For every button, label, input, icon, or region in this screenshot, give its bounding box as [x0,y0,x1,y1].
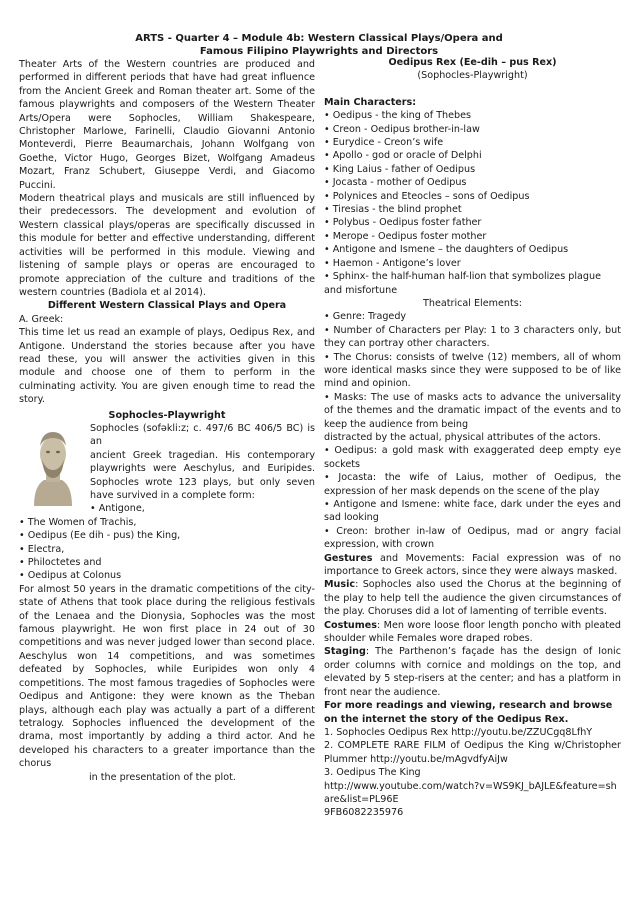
character-item: • Creon - Oedipus brother-in-law [324,123,621,136]
element-item: • The Chorus: consists of twelve (12) members, all of whom wore identical masks since they were supposed to be of like mind and opinion. [324,351,621,391]
costumes-text: : Men wore loose floor length poncho with pleated shoulder while Females wore draped robes. [324,619,621,645]
sophocles-intro: Sophocles (sofəkli:z; c. 497/6 BC 406/5 BC) is an [90,422,315,448]
element-item: • Masks: The use of masks acts to advance the universality of the themes and the dramatic impact of the events and to keep the audience from being [324,391,621,431]
gestures-label: Gestures [324,552,373,564]
link-item: 3. Oedipus The King [324,767,421,779]
character-item: • Apollo - god or oracle of Delphi [324,149,621,162]
character-item: • King Laius - father of Oedipus [324,163,621,176]
element-item: • Genre: Tragedy [324,310,621,323]
competition-paragraph-end: in the presentation of the plot. [89,771,236,783]
play-item: • Oedipus (Ee dih - pus) the King, [19,529,315,542]
character-item: • Polynices and Eteocles – sons of Oedipus [324,190,621,203]
character-item: • Eurydice - Creon’s wife [324,136,621,149]
link-item[interactable]: 9FB6082235976 [324,807,404,819]
gestures-paragraph [324,552,621,579]
sophocles-bust-image [24,424,82,506]
music-label: Music [324,579,356,591]
element-item: • Antigone and Ismene: white face, dark under the eyes and sad looking [324,498,621,525]
staging-text: : The Parthenon’s façade has the design of Ionic order columns with cornice and moldings on the top, and elevated by 5 step-risers at the center; and has a platform in front near the audience. [324,646,621,698]
element-item: • Creon: brother in-law of Oedipus, mad or angry facial expression, with crown [324,525,621,552]
reading-instructions: This time let us read an example of plays, Oedipus Rex, and Antigone. Understand the stories because after you have read these, you will answer the activities given in this module and choose one of them to perform in the culminating activity. You are given enough time to read the story. [19,327,315,406]
link-item[interactable]: http://www.youtube.com/watch?v=WS9KJ_bAJLE&feature=share&list=PL96E [324,780,617,805]
more-readings-heading: For more readings and viewing, research and browse on the internet the story of the Oedipus Rex. [324,700,613,725]
costumes-label: Costumes [324,619,377,631]
character-item: • Oedipus - the king of Thebes [324,109,621,122]
intro-paragraph-1: Theater Arts of the Western countries are produced and performed in different periods that have had great influence from the Ancient Greek and Roman theater art. Some of the famous playwrights and composers of the Western Theater Arts/Opera were Sophocles, William Shakespeare, Christopher Marlowe, Farinelli, Claudio Giovanni Antonio Monteverdi, Pierre Beaumarchais, Johann Wolfgang von Goethe, Victor Hugo, Georges Bizet, Wolfgang Amadeus Mozart, Franz Schubert, Giuseppe Verdi, and Giacomo Puccini. [19,59,315,191]
character-item: • Tiresias - the blind prophet [324,203,621,216]
oedipus-subheading: (Sophocles-Playwright) [417,70,528,82]
page-title [0,32,638,58]
sophocles-block [19,422,315,516]
music-paragraph [324,578,621,618]
music-text: : Sophocles also used the Chorus at the beginning of the play to help tell the audience the given circumstances of the play. Choruses did a lot of lamenting of terrible events. [324,579,621,618]
character-item: • Merope - Oedipus foster mother [324,230,621,243]
competition-paragraph: For almost 50 years in the dramatic competitions of the city-state of Athens that took place during the religious festivals of the Lenaea and the Dionysia, Sophocles was the most famous playwright. He won first place in 24 out of 30 competitions and was never judged lower than second place. Aeschylus won 14 competitions, and was sometimes defeated by Sophocles, while Euripides won only 4 competitions. The most famous tragedies of Sophocles were Oedipus and Antigone: they were known as the Theban plays, although each play was actually a part of a different tetralogy. Sophocles influenced the development of the drama, most importantly by adding a third actor. And he developed his characters to a greater importance than the chorus [19,583,315,770]
title-line-1: ARTS - Quarter 4 – Module 4b: Western Classical Plays/Opera and [135,33,503,44]
character-item: • Polybus - Oedipus foster father [324,216,621,229]
section-heading-western-plays: Different Western Classical Plays and Opera [47,300,287,312]
title-line-2: Famous Filipino Playwrights and Directors [199,46,439,57]
character-item: • Haemon - Antigone’s lover [324,257,621,270]
greek-label: A. Greek: [19,313,64,325]
element-item: • Jocasta: the wife of Laius, mother of Oedipus, the expression of her mask depends on the scene of the play [324,471,621,498]
intro-paragraph-2: Modern theatrical plays and musicals are still influenced by their predecessors. The development and evolution of Western classical plays/operas are specifically discussed in this module for better and effective understanding, different activities will be performed in this module. Viewing and listening of sample plays or operas are encouraged to promote appreciation of the culture and traditions of the western countries (Badiola et al 2014). [19,193,315,298]
play-item: • Philoctetes and [19,556,315,569]
sophocles-description: ancient Greek tragedian. His contemporary playwrights were Aeschylus, and Euripides. Sophocles wrote 123 plays, but only seven have survived in a complete form: [90,449,315,501]
character-item: • Jocasta - mother of Oedipus [324,176,621,189]
play-item: • Electra, [19,543,315,556]
link-item[interactable]: 2. COMPLETE RARE FILM of Oedipus the King w/Christopher Plummer http://youtu.be/mAgvdfyAiJw [324,740,621,765]
masks-continued: distracted by the actual, physical attributes of the actors. [324,431,601,443]
play-antigone: • Antigone, [90,503,145,515]
left-column [19,58,315,784]
gestures-text: and Movements: Facial expression was of no importance to Greek actors, since they were always masked. [324,552,621,578]
costumes-paragraph [324,619,621,646]
link-item[interactable]: 1. Sophocles Oedipus Rex http://youtu.be/ZZUCgq8LfhY [324,726,593,738]
play-item: • The Women of Trachis, [19,516,315,529]
right-column [324,56,621,820]
staging-paragraph [324,645,621,699]
play-item: • Oedipus at Colonus [19,569,315,582]
main-characters-label: Main Characters: [324,96,417,108]
section-heading-sophocles: Sophocles-Playwright [108,409,226,421]
character-item: • Antigone and Ismene – the daughters of Oedipus [324,243,621,256]
element-item: • Oedipus: a gold mask with exaggerated deep empty eye sockets [324,444,621,471]
staging-label: Staging [324,646,366,658]
theatrical-elements-heading: Theatrical Elements: [423,297,522,309]
element-item: • Number of Characters per Play: 1 to 3 characters only, but they can portray other characters. [324,324,621,351]
oedipus-heading: Oedipus Rex (Ee-dih – pus Rex) [388,57,557,68]
character-item: • Sphinx- the half-human half-lion that symbolizes plague and misfortune [324,270,621,297]
